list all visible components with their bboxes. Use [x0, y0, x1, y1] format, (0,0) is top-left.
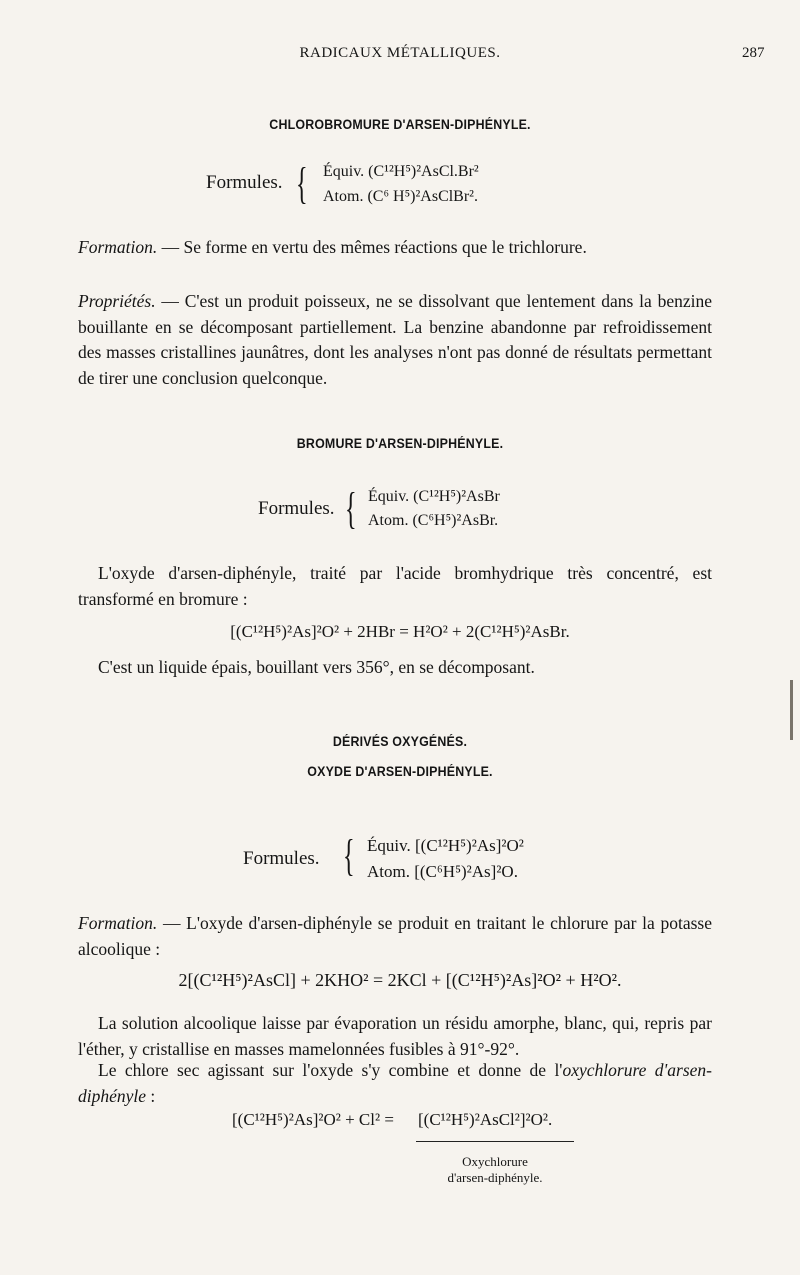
formula-atom: Atom. (C⁶ H⁵)²AsClBr². — [323, 188, 478, 205]
equation-oxychlorure-right: [(C¹²H⁵)²AsCl²]²O². — [418, 1110, 553, 1129]
oxychlorure-term: oxychlorure d'arsen-diphényle — [78, 1060, 712, 1106]
paragraph-liquide: C'est un liquide épais, bouillant vers 356°, en se décomposant. — [98, 657, 535, 677]
paragraph-oxyde-formation — [78, 911, 712, 962]
equation-oxychlorure-left: [(C¹²H⁵)²As]²O² + Cl² = — [232, 1110, 394, 1129]
equation-bromure: [(C¹²H⁵)²As]²O² + 2HBr = H²O² + 2(C¹²H⁵)²AsBr. — [230, 622, 570, 641]
formation-lead: Formation. — [78, 237, 158, 257]
caption-line: d'arsen-diphényle. — [447, 1170, 543, 1185]
formula-atom: Atom. (C⁶H⁵)²AsBr. — [368, 512, 499, 529]
equation-oxyde: 2[(C¹²H⁵)²AsCl] + 2KHO² = 2KCl + [(C¹²H⁵)²As]²O² + H²O². — [178, 970, 622, 990]
formules-label: Formules. — [206, 172, 283, 193]
formula-atom: Atom. [(C⁶H⁵)²As]²O. — [367, 862, 518, 881]
running-title: RADICAUX MÉTALLIQUES. — [299, 45, 501, 61]
formation-text: — Se forme en vertu des mêmes réactions que le trichlorure. — [157, 237, 587, 257]
chlore-text: Le chlore sec agissant sur l'oxyde s'y combine et donne de l' — [98, 1060, 563, 1080]
formules-label: Formules. — [243, 848, 320, 869]
paragraph-proprietes — [78, 289, 712, 391]
paragraph-chlore — [78, 1058, 712, 1109]
caption-line: Oxychlorure — [462, 1154, 528, 1169]
brace-icon: { — [343, 831, 355, 880]
paragraph-solution: La solution alcoolique laisse par évaporation un résidu amorphe, blanc, qui, repris par l'éther, y cristallise en masses mamelonnées fusibles à 91°-92°. — [78, 1013, 712, 1059]
proprietes-text: — C'est un produit poisseux, ne se dissolvant que lentement dans la benzine bouillante en se décomposant partiellement. La benzine abandonne par refroidissement des masses cristallines jaunâtres, dont les analyses n'ont pas donné de résultats permettant de tirer une conclusion quelconque. — [78, 291, 712, 388]
formation-lead: Formation. — [78, 913, 158, 933]
proprietes-lead: Propriétés. — [78, 291, 156, 311]
paragraph-bromure-prep: L'oxyde d'arsen-diphényle, traité par l'acide bromhydrique très concentré, est transformé en bromure : — [78, 563, 712, 609]
section-title-chlorobromure: CHLOROBROMURE D'ARSEN-DIPHÉNYLE. — [269, 117, 531, 132]
formules-label: Formules. — [258, 498, 335, 519]
paragraph-formation — [78, 235, 712, 261]
section-title-derives: DÉRIVÉS OXYGÉNÉS. — [332, 734, 468, 749]
formula-equiv: Équiv. (C¹²H⁵)²AsBr — [368, 488, 500, 505]
brace-icon: { — [296, 159, 308, 208]
brace-icon: { — [345, 484, 357, 533]
formation-text: — L'oxyde d'arsen-diphényle se produit en traitant le chlorure par la potasse alcoolique : — [78, 913, 712, 959]
grouping-brace — [416, 1141, 574, 1150]
caption-oxychlorure — [416, 1154, 574, 1186]
chlore-text-end: : — [146, 1085, 156, 1106]
section-title-bromure: BROMURE D'ARSEN-DIPHÉNYLE. — [296, 436, 504, 451]
page-number: 287 — [742, 45, 765, 61]
formula-equiv: Équiv. [(C¹²H⁵)²As]²O² — [367, 836, 524, 855]
section-subtitle-oxyde: OXYDE D'ARSEN-DIPHÉNYLE. — [307, 764, 493, 779]
scan-artifact-mark — [790, 680, 793, 740]
formula-equiv: Équiv. (C¹²H⁵)²AsCl.Br² — [323, 163, 479, 180]
